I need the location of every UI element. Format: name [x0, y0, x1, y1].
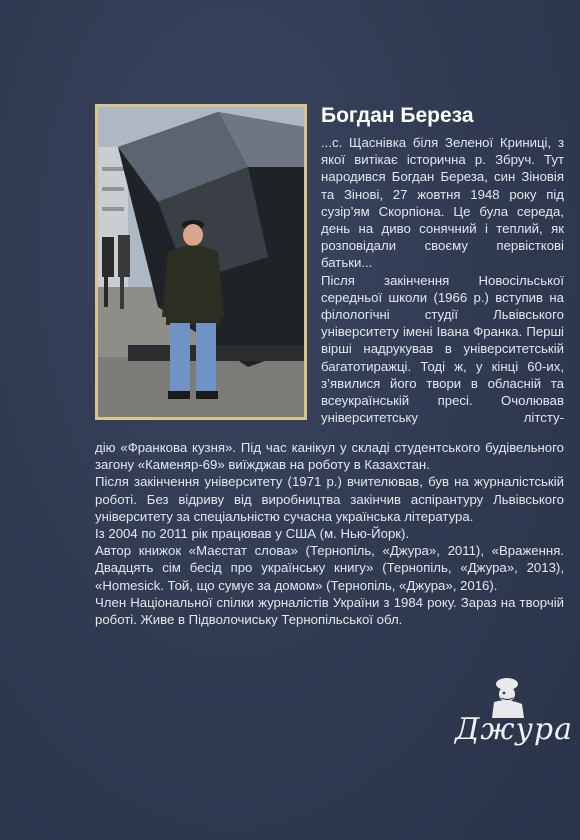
bio-paragraph: Автор книжок «Маєстат слова» (Тернопіль, «Джура», 2011), «Враження. Двадцять сім бесід про українську книгу» (Тернопіль, «Джура», 2013), «Homesick. Той, що сумує за домом» (Тернопіль, «Джура», 2016).: [95, 543, 564, 593]
author-photo-frame: [95, 104, 307, 420]
author-photo: [98, 107, 304, 417]
bio-full-width: [95, 439, 564, 628]
bio-paragraph: Із 2004 по 2011 рік працював у США (м. Нью-Йорк).: [95, 526, 410, 542]
bio-column-right: [321, 134, 564, 426]
author-name: Богдан Береза: [321, 104, 474, 127]
bio-paragraph: ...с. Щаснівка біля Зеленої Криниці, з якої витікає історична р. Збруч. Тут народився Богдан Береза, син Зіновія та Зінові, 27 жовтня 1948 року під сузір’ям Скорпіона. Це була середа, день на диво сонячний і теплий, як розповідали своєму первісткові батьки...: [321, 135, 564, 271]
bio-paragraph: Після закінчення Новосільської середньої школи (1966 р.) вступив на філологічні студії Львівського університету імені Івана Франка. Перші вірші надрукував в університетській багатотиражці. Тоді ж, у кінці 60-их, з’явилися його твори в обласній та всеукраїнській пресі. Очолював університетську літсту-: [321, 272, 564, 426]
bio-paragraph: Член Національної спілки журналістів України з 1984 року. Зараз на творчій роботі. Живе в Підволочиську Тернопільської обл.: [95, 594, 564, 628]
bio-paragraph: дію «Франкова кузня». Під час канікул у складі студентського будівельного загону «Каменяр-69» виїжджав на роботу в Казахстан.: [95, 440, 564, 473]
publisher-logo-text: Джура: [455, 712, 573, 747]
photo-illustration: [98, 107, 304, 417]
bio-paragraph: Після закінчення університету (1971 р.) вчителював, був на журналістській роботі. Без відриву від виробництва закінчив аспірантуру Львівського університету за спеціальністю сучасна українська література.: [95, 474, 564, 524]
